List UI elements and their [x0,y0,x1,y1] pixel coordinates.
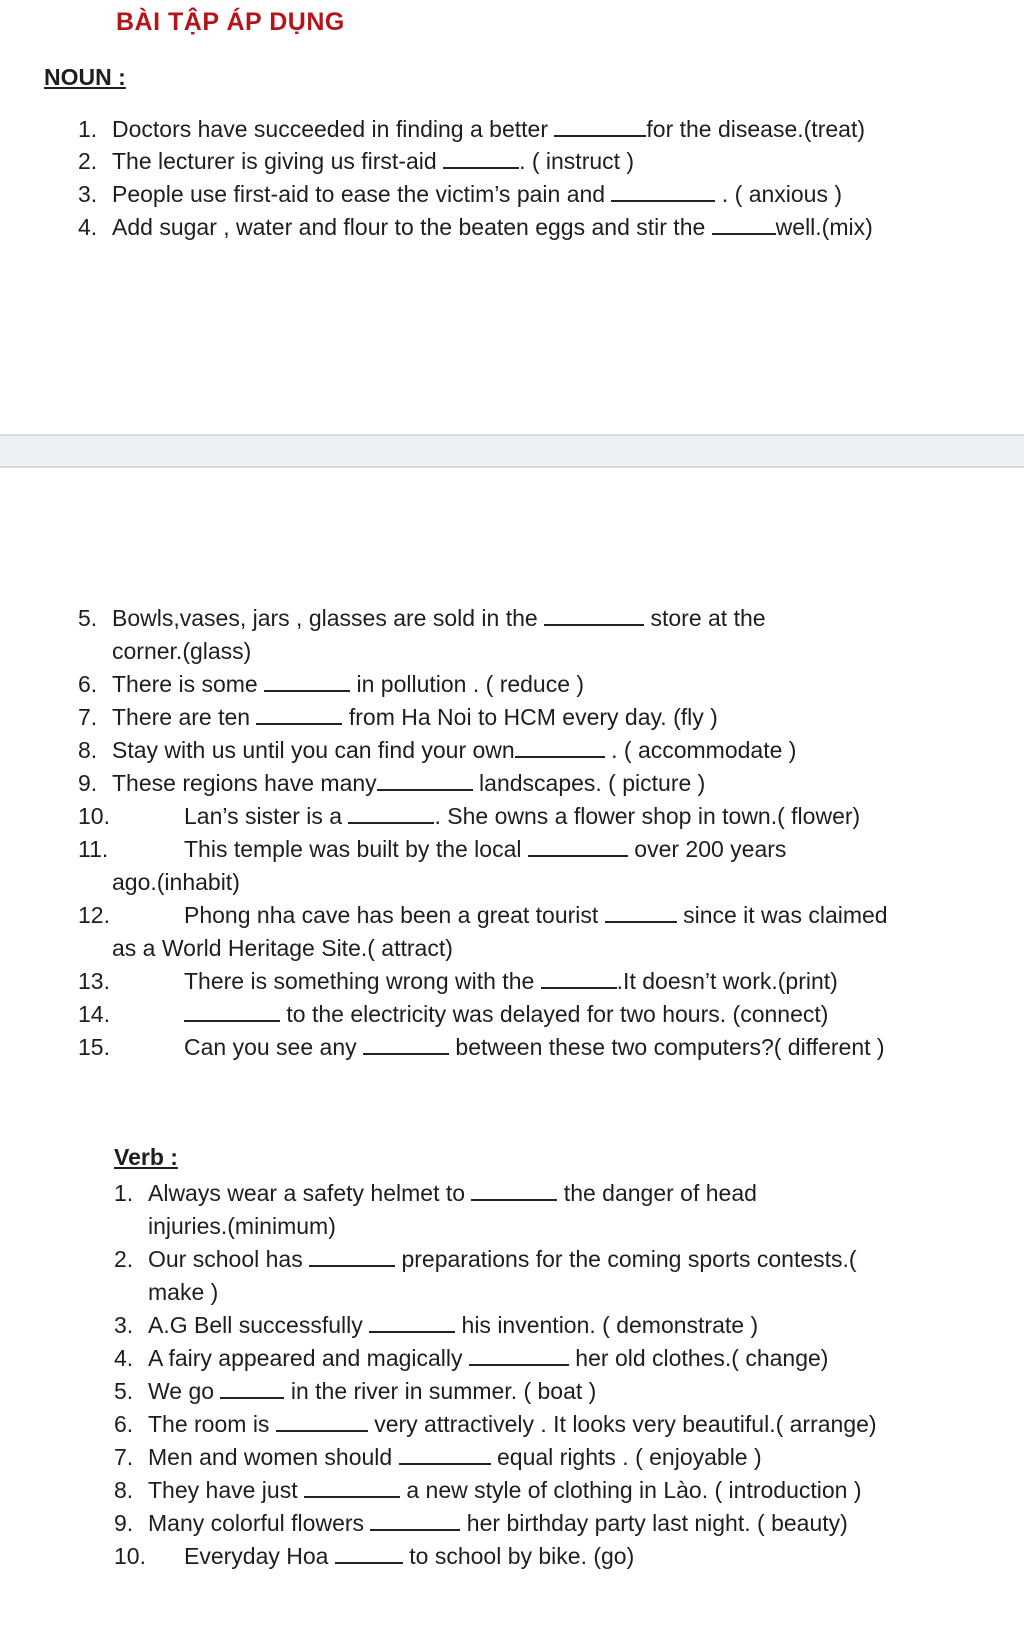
answer-blank[interactable] [471,1179,557,1201]
noun-item-6 [78,668,584,700]
item-text: . ( anxious ) [715,181,843,207]
verb-item-2 [114,1243,857,1275]
noun-item-4 [78,211,873,243]
item-number: 11. [78,836,109,862]
answer-blank[interactable] [256,703,342,725]
item-text: A fairy appeared and magically [148,1345,469,1371]
noun-item-5-cont: corner.(glass) [112,638,252,664]
noun-item-9 [78,767,705,799]
answer-blank[interactable] [554,115,646,137]
item-text: in pollution . ( reduce ) [350,671,585,697]
item-text: from Ha Noi to HCM every day. (fly ) [342,704,718,730]
answer-blank[interactable] [712,213,776,235]
item-text: Stay with us until you can find your own [112,737,515,763]
noun-item-1 [78,113,865,145]
answer-blank[interactable] [370,1509,460,1531]
item-text: between these two computers?( different ) [449,1034,885,1060]
item-text: since it was claimed [676,902,888,928]
verb-item-2-cont: make ) [148,1279,219,1305]
answer-blank[interactable] [611,180,715,202]
item-number: 8. [114,1477,134,1503]
verb-item-10 [114,1540,634,1572]
verb-heading: Verb : [114,1144,178,1170]
item-number: 9. [78,770,98,796]
item-text: for the disease.(treat) [646,116,865,142]
item-text: The lecturer is giving us first-aid [112,148,444,174]
verb-item-3 [114,1309,758,1341]
noun-item-5 [78,602,766,634]
item-number: 7. [78,704,98,730]
item-text: in the river in summer. ( boat ) [284,1378,597,1404]
item-number: 6. [114,1411,134,1437]
item-text: his invention. ( demonstrate ) [455,1312,759,1338]
item-number: 15. [78,1034,110,1060]
noun-item-15 [78,1031,885,1063]
answer-blank[interactable] [377,769,473,791]
verb-item-7 [114,1441,762,1473]
verb-item-1 [114,1177,757,1209]
noun-item-8 [78,734,796,766]
item-text: Lan’s sister is a [184,803,349,829]
item-text: This temple was built by the local [184,836,528,862]
item-text: landscapes. ( picture ) [472,770,706,796]
item-number: 3. [114,1312,134,1338]
item-number: 5. [114,1378,134,1404]
item-text: Many colorful flowers [148,1510,371,1536]
noun-item-11-cont: ago.(inhabit) [112,869,240,895]
noun-item-10 [78,800,860,832]
item-text: her old clothes.( change) [568,1345,829,1371]
item-text: These regions have many [112,770,377,796]
item-number: 13. [78,968,110,994]
item-number: 14. [78,1001,110,1027]
item-text: to the electricity was delayed for two hours. (connect) [280,1001,829,1027]
noun-item-7 [78,701,718,733]
item-text: There is some [112,671,265,697]
item-number: 10. [78,803,110,829]
item-number: 8. [78,737,98,763]
answer-blank[interactable] [335,1542,403,1564]
answer-blank[interactable] [544,604,644,626]
item-number: 7. [114,1444,134,1470]
verb-item-8 [114,1474,862,1506]
item-text: We go [148,1378,221,1404]
item-text: There is something wrong with the [184,968,541,994]
item-text: . ( instruct ) [519,148,635,174]
answer-blank[interactable] [348,802,434,824]
verb-item-4 [114,1342,828,1374]
item-text: over 200 years [627,836,787,862]
answer-blank[interactable] [184,1000,280,1022]
verb-item-9 [114,1507,848,1539]
page-title: BÀI TẬP ÁP DỤNG [116,8,345,36]
item-number: 6. [78,671,98,697]
answer-blank[interactable] [528,835,628,857]
item-number: 4. [78,214,98,240]
answer-blank[interactable] [469,1344,569,1366]
item-text: Add sugar , water and flour to the beaten eggs and stir the [112,214,712,240]
noun-item-2 [78,145,634,177]
item-number: 12. [78,902,110,928]
answer-blank[interactable] [369,1311,455,1333]
item-number: 4. [114,1345,134,1371]
answer-blank[interactable] [541,967,617,989]
item-text: Men and women should [148,1444,399,1470]
item-number: 2. [114,1246,134,1272]
item-text: Doctors have succeeded in finding a better [112,116,555,142]
verb-item-5 [114,1375,596,1407]
item-text: There are ten [112,704,257,730]
item-text: . She owns a flower shop in town.( flower) [434,803,861,829]
item-text: Our school has [148,1246,310,1272]
noun-item-11 [78,833,786,865]
item-text: Everyday Hoa [184,1543,335,1569]
item-number: 1. [114,1180,134,1206]
answer-blank[interactable] [515,736,605,758]
item-number: 10. [114,1543,146,1569]
item-text: They have just [148,1477,304,1503]
item-text: well.(mix) [775,214,873,240]
answer-blank[interactable] [264,670,350,692]
item-text: Bowls,vases, jars , glasses are sold in the [112,605,545,631]
item-text: Can you see any [184,1034,364,1060]
noun-heading: NOUN : [44,64,126,90]
answer-blank[interactable] [309,1245,395,1267]
verb-item-1-cont: injuries.(minimum) [148,1213,336,1239]
noun-item-13 [78,965,838,997]
item-text: to school by bike. (go) [402,1543,635,1569]
item-text: . ( accommodate ) [604,737,797,763]
item-text: The room is [148,1411,276,1437]
item-text: preparations for the coming sports contests.( [395,1246,857,1272]
item-text: equal rights . ( enjoyable ) [490,1444,762,1470]
item-text: store at the [644,605,766,631]
noun-item-3 [78,178,842,210]
answer-blank[interactable] [220,1377,284,1399]
item-number: 3. [78,181,98,207]
noun-item-14 [78,998,828,1030]
item-text: .It doesn’t work.(print) [616,968,838,994]
noun-item-12-cont: as a World Heritage Site.( attract) [112,935,453,961]
item-text: People use first-aid to ease the victim’s pain and [112,181,612,207]
item-number: 1. [78,116,98,142]
item-text: Always wear a safety helmet to [148,1180,472,1206]
answer-blank[interactable] [363,1033,449,1055]
verb-item-6 [114,1408,877,1440]
answer-blank[interactable] [276,1410,368,1432]
item-text: Phong nha cave has been a great tourist [184,902,605,928]
answer-blank[interactable] [605,901,677,923]
item-number: 5. [78,605,98,631]
item-text: a new style of clothing in Lào. ( introduction ) [399,1477,862,1503]
page-break [0,434,1024,468]
answer-blank[interactable] [304,1476,400,1498]
item-number: 2. [78,148,98,174]
item-text: very attractively . It looks very beautiful.( arrange) [367,1411,877,1437]
answer-blank[interactable] [399,1443,491,1465]
noun-item-12 [78,899,888,931]
answer-blank[interactable] [443,147,519,169]
item-number: 9. [114,1510,134,1536]
item-text: A.G Bell successfully [148,1312,370,1338]
item-text: her birthday party last night. ( beauty) [460,1510,848,1536]
item-text: the danger of head [557,1180,757,1206]
